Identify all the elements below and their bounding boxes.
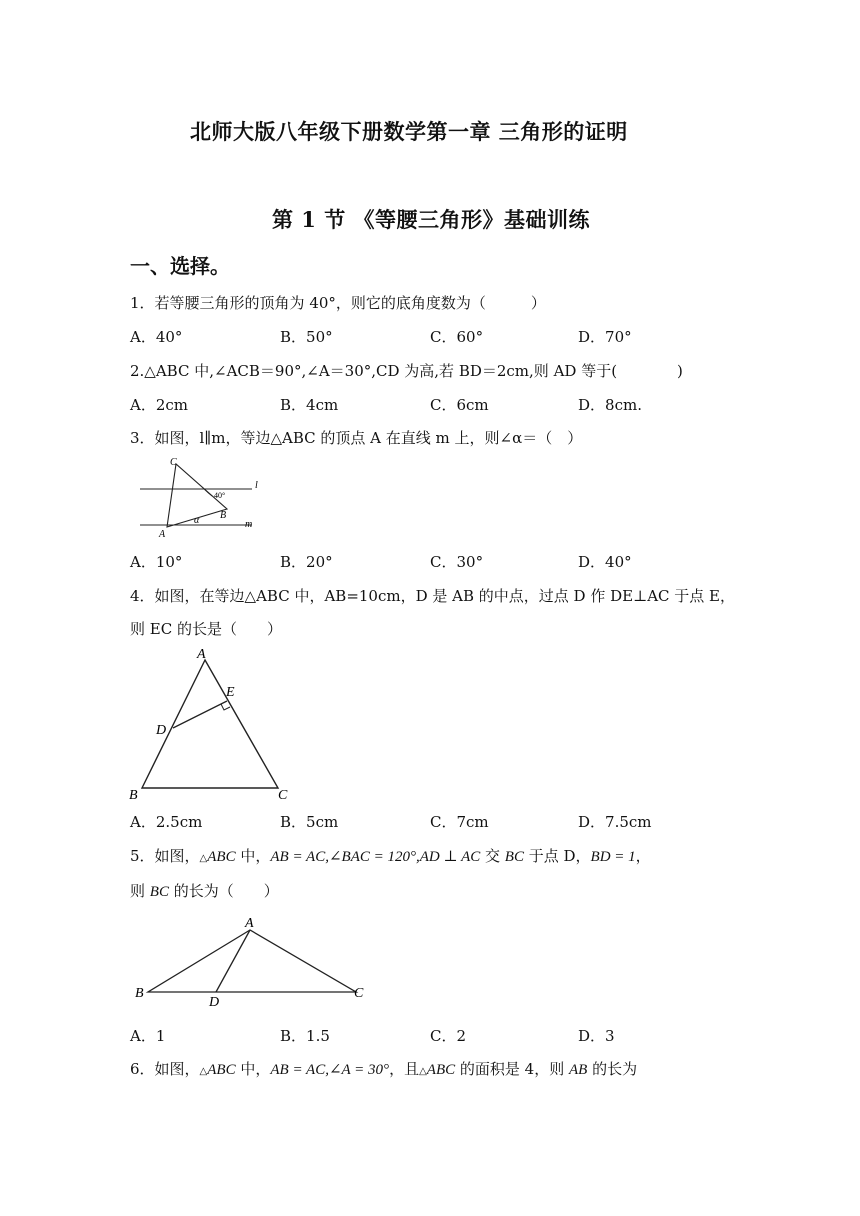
q5-segment-ad [216, 930, 250, 992]
q6-triangle-symbol-2: △ [419, 1066, 427, 1077]
q6-text-qie: ，且 [389, 1060, 420, 1078]
q4-label-a: A [197, 647, 206, 662]
q6-text-zhong: 中， [235, 1060, 271, 1078]
question-4-line-1: 4．如图，在等边△ABC 中，AB=10cm，D 是 AB 的中点，过点 D 作 DE⊥AC 于点 E， [130, 587, 735, 605]
q3-angle-arc [204, 489, 212, 496]
question-6-line-1 [130, 1058, 637, 1079]
q5-label-a: A [245, 916, 254, 931]
q5-option-b: B．1.5 [280, 1027, 330, 1045]
q3-label-c: C [170, 457, 177, 468]
q4-label-d: D [156, 723, 167, 738]
q6-triangle-symbol: △ [199, 1066, 208, 1077]
q2-option-b: B．4cm [280, 396, 339, 414]
q5-math-bc-2: BC [149, 884, 169, 900]
question-3: 3．如图，l∥m，等边△ABC 的顶点 A 在直线 m 上，则∠α＝（ ） [130, 429, 583, 447]
q6-text-area: 的面积是 4，则 [455, 1060, 569, 1078]
q4-label-e: E [226, 685, 235, 700]
q5-math-bd: BD = 1 [590, 849, 636, 865]
q5-text-point: 于点 D， [523, 847, 591, 865]
q5-text-ze: 则 [130, 882, 150, 900]
q3-label-angle: 40° [214, 491, 226, 500]
q3-label-m: m [245, 519, 253, 530]
q5-label-d: D [209, 995, 220, 1008]
q1-option-b: B．50° [280, 328, 333, 346]
q3-label-a: A [159, 529, 166, 540]
q5-option-c: C．2 [430, 1027, 467, 1045]
q4-segment-de [173, 701, 227, 728]
q5-text-intro: 5．如图， [130, 847, 200, 865]
section-heading: 一、选择。 [130, 254, 230, 278]
q6-math-abc: ABC [207, 1062, 236, 1078]
question-1: 1．若等腰三角形的顶角为 40°，则它的底角度数为（ ） [130, 294, 546, 312]
q3-label-b: B [220, 510, 227, 521]
q3-label-alpha: α [194, 515, 200, 526]
question-2: 2.△ABC 中,∠ACB＝90°,∠A＝30°,CD 为高,若 BD＝2cm,则 AD 等于( ) [130, 362, 683, 380]
q4-option-c: C．7cm [430, 813, 489, 831]
q4-option-b: B．5cm [280, 813, 339, 831]
q6-text-intro: 6．如图， [130, 1060, 200, 1078]
q6-math-ab: AB [568, 1062, 588, 1078]
q5-option-d: D．3 [578, 1027, 615, 1045]
q6-text-length: 的长为 [587, 1060, 638, 1078]
q4-label-c: C [278, 788, 288, 803]
q5-figure [130, 910, 375, 1008]
q6-math-abc-2: ABC [426, 1062, 456, 1078]
q1-option-a: A．40° [130, 328, 183, 346]
q5-label-c: C [354, 986, 364, 1001]
q5-math-conditions: AB = AC,∠BAC = 120°,AD ⊥ AC [270, 849, 481, 865]
q5-text-zhong: 中， [235, 847, 271, 865]
q5-text-jiao: 交 [480, 847, 505, 865]
q4-option-a: A．2.5cm [130, 813, 203, 831]
q2-option-c: C．6cm [430, 396, 489, 414]
q4-right-angle-mark [221, 704, 230, 710]
question-5-line-2 [130, 880, 279, 901]
q6-math-conditions: AB = AC,∠A = 30° [270, 1062, 390, 1078]
question-4-line-2: 则 EC 的长是（ ） [130, 620, 282, 638]
q2-option-d: D．8cm. [578, 396, 642, 414]
q5-triangle-symbol: △ [199, 853, 208, 864]
q4-option-d: D．7.5cm [578, 813, 652, 831]
q5-option-a: A．1 [130, 1027, 166, 1045]
q5-triangle [148, 930, 356, 992]
q3-option-b: B．20° [280, 553, 333, 571]
q5-math-abc: ABC [207, 849, 236, 865]
q3-label-l: l [255, 480, 258, 491]
q1-option-d: D．70° [578, 328, 632, 346]
q5-label-b: B [135, 986, 144, 1001]
document-title: 北师大版八年级下册数学第一章 三角形的证明 [190, 119, 628, 144]
q3-option-a: A．10° [130, 553, 183, 571]
question-5-line-1 [130, 845, 651, 866]
document-subtitle: 第 1 节 《等腰三角形》基础训练 [272, 207, 591, 232]
q4-label-b: B [129, 788, 138, 803]
q3-option-d: D．40° [578, 553, 632, 571]
q2-option-a: A．2cm [130, 396, 189, 414]
q1-option-c: C．60° [430, 328, 484, 346]
q5-text-length: 的长为（ ） [168, 882, 279, 900]
q3-option-c: C．30° [430, 553, 484, 571]
q5-math-bc: BC [504, 849, 524, 865]
q3-figure [132, 452, 267, 540]
q4-figure [125, 642, 300, 804]
q5-text-comma: ， [635, 847, 651, 865]
